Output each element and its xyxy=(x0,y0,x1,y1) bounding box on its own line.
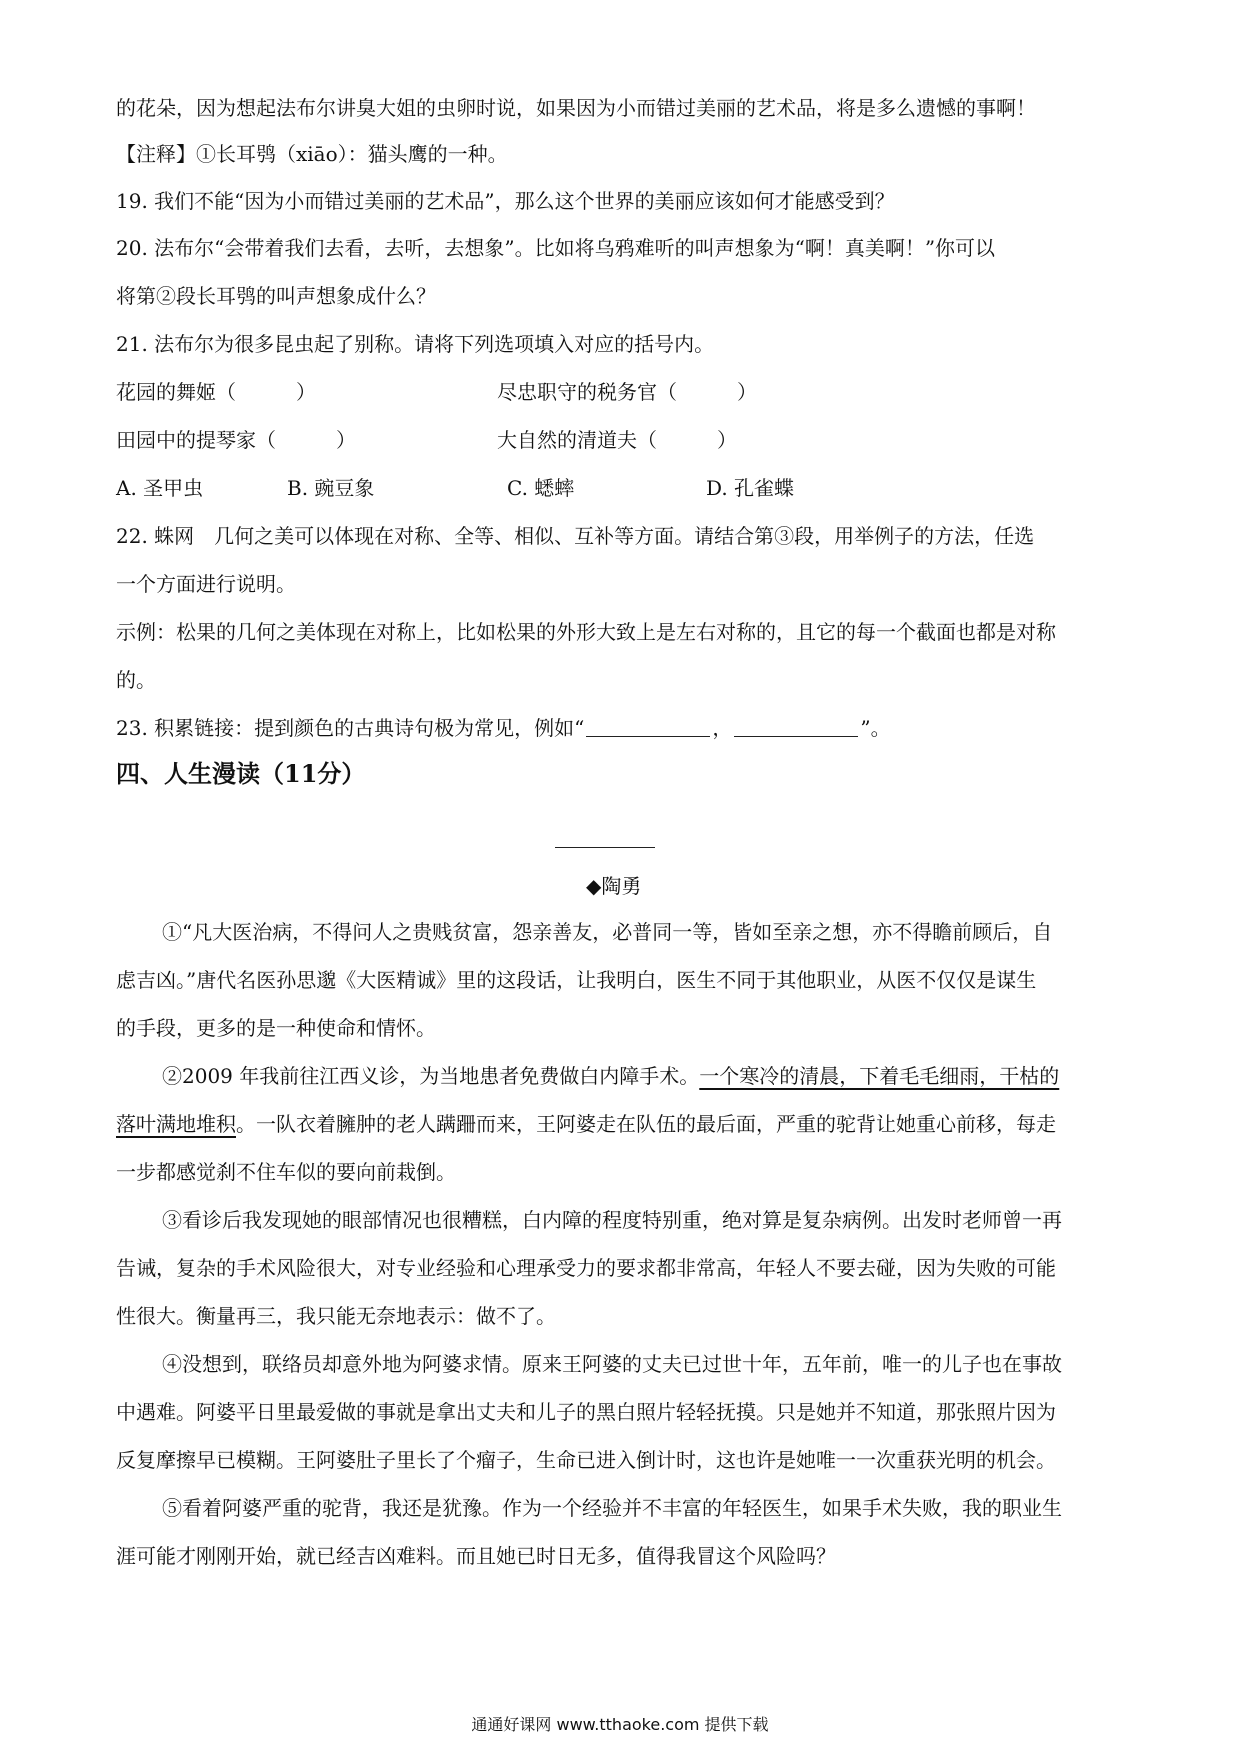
answer-blank-2[interactable] xyxy=(734,716,858,737)
annotation-note: 【注释】①长耳鸮（xiāo）：猫头鹰的一种。 xyxy=(116,142,508,166)
passage-end-line: 的花朵，因为想起法布尔讲臭大姐的虫卵时说，如果因为小而错过美丽的艺术品，将是多么遗憾的事啊！ xyxy=(116,96,1036,120)
para4-line3: 反复摩擦早已模糊。王阿婆肚子里长了个瘤子，生命已进入倒计时，这也许是她唯一一次重获光明的机会。 xyxy=(116,1448,1056,1472)
question-22-line2: 一个方面进行说明。 xyxy=(116,572,296,596)
para4-line2: 中遇难。阿婆平日里最爱做的事就是拿出丈夫和儿子的黑白照片轻轻抚摸。只是她并不知道，那张照片因为 xyxy=(116,1400,1056,1424)
para2-line2 xyxy=(116,1110,1056,1138)
blank-scavenger: 大自然的清道夫（ ） xyxy=(497,428,737,452)
para3-line3: 性很大。衡量再三，我只能无奈地表示：做不了。 xyxy=(116,1304,556,1328)
blank-dancer: 花园的舞姬（ ） xyxy=(116,380,316,404)
question-20-line2: 将第②段长耳鸮的叫声想象成什么？ xyxy=(116,284,436,308)
blank-violinist: 田园中的提琴家（ ） xyxy=(116,428,356,452)
answer-blank-1[interactable] xyxy=(586,716,710,737)
para1-line3: 的手段，更多的是一种使命和情怀。 xyxy=(116,1016,436,1040)
para3-line1: ③看诊后我发现她的眼部情况也很糟糕，白内障的程度特别重，绝对算是复杂病例。出发时老师曾一再 xyxy=(162,1208,1062,1232)
para2-text-cont: 。一队衣着臃肿的老人蹒跚而来，王阿婆走在队伍的最后面，严重的驼背让她重心前移，每走 xyxy=(236,1112,1056,1136)
question-21: 21. 法布尔为很多昆虫起了别称。请将下列选项填入对应的括号内。 xyxy=(116,332,715,356)
para2-text: ②2009 年我前往江西义诊，为当地患者免费做白内障手术。 xyxy=(162,1064,700,1088)
blank-tax-officer: 尽忠职守的税务官（ ） xyxy=(497,380,757,404)
question-23-end: ”。 xyxy=(860,716,891,740)
example-line2: 的。 xyxy=(116,668,156,692)
footer-source: 通通好课网 www.tthaoke.com 提供下载 xyxy=(471,1715,769,1734)
para1-line2: 虑吉凶。”唐代名医孙思邈《大医精诚》里的这段话，让我明白，医生不同于其他职业，从医不仅仅是谋生 xyxy=(116,968,1037,992)
underlined-sentence: 一个寒冷的清晨，下着毛毛细雨，干枯的 xyxy=(699,1064,1060,1088)
example-line1: 示例：松果的几何之美体现在对称上，比如松果的外形大致上是左右对称的，且它的每一个截面也都是对称 xyxy=(116,620,1056,644)
question-20-line1: 20. 法布尔“会带着我们去看，去听，去想象”。比如将乌鸦难听的叫声想象为“啊！真美啊！”你可以 xyxy=(116,236,996,260)
question-23 xyxy=(116,714,891,742)
para3-line2: 告诫，复杂的手术风险很大，对专业经验和心理承受力的要求都非常高，年轻人不要去碰，因为失败的可能 xyxy=(116,1256,1056,1280)
question-23-text: 23. 积累链接：提到颜色的古典诗句极为常见，例如“ xyxy=(116,716,585,740)
question-22-line1: 22. 蛛网 几何之美可以体现在对称、全等、相似、互补等方面。请结合第③段，用举例子的方法，任选 xyxy=(116,524,1035,548)
underlined-sentence-end: 落叶满地堆积 xyxy=(116,1112,236,1136)
para2-line3: 一步都感觉刹不住车似的要向前栽倒。 xyxy=(116,1160,456,1184)
question-19: 19. 我们不能“因为小而错过美丽的艺术品”，那么这个世界的美丽应该如何才能感受到？ xyxy=(116,189,895,213)
title-blank-line[interactable] xyxy=(555,847,655,848)
para5-line1: ⑤看着阿婆严重的驼背，我还是犹豫。作为一个经验并不丰富的年轻医生，如果手术失败，我的职业生 xyxy=(162,1496,1062,1520)
question-23-sep: ， xyxy=(712,716,733,740)
option-c: C. 蟋蟀 xyxy=(507,476,575,500)
author-line: ◆陶勇 xyxy=(586,874,642,898)
para5-line2: 涯可能才刚刚开始，就已经吉凶难料。而且她已时日无多，值得我冒这个风险吗？ xyxy=(116,1544,836,1568)
option-d: D. 孔雀蝶 xyxy=(706,476,795,500)
para2-line1 xyxy=(162,1062,1059,1090)
option-a: A. 圣甲虫 xyxy=(116,476,204,500)
section-heading: 四、人生漫读（11分） xyxy=(116,759,366,788)
para1-line1: ①“凡大医治病，不得问人之贵贱贫富，怨亲善友，必普同一等，皆如至亲之想，亦不得瞻前顾后，自 xyxy=(162,920,1053,944)
para4-line1: ④没想到，联络员却意外地为阿婆求情。原来王阿婆的丈夫已过世十年，五年前，唯一的儿子也在事故 xyxy=(162,1352,1062,1376)
option-b: B. 豌豆象 xyxy=(287,476,375,500)
